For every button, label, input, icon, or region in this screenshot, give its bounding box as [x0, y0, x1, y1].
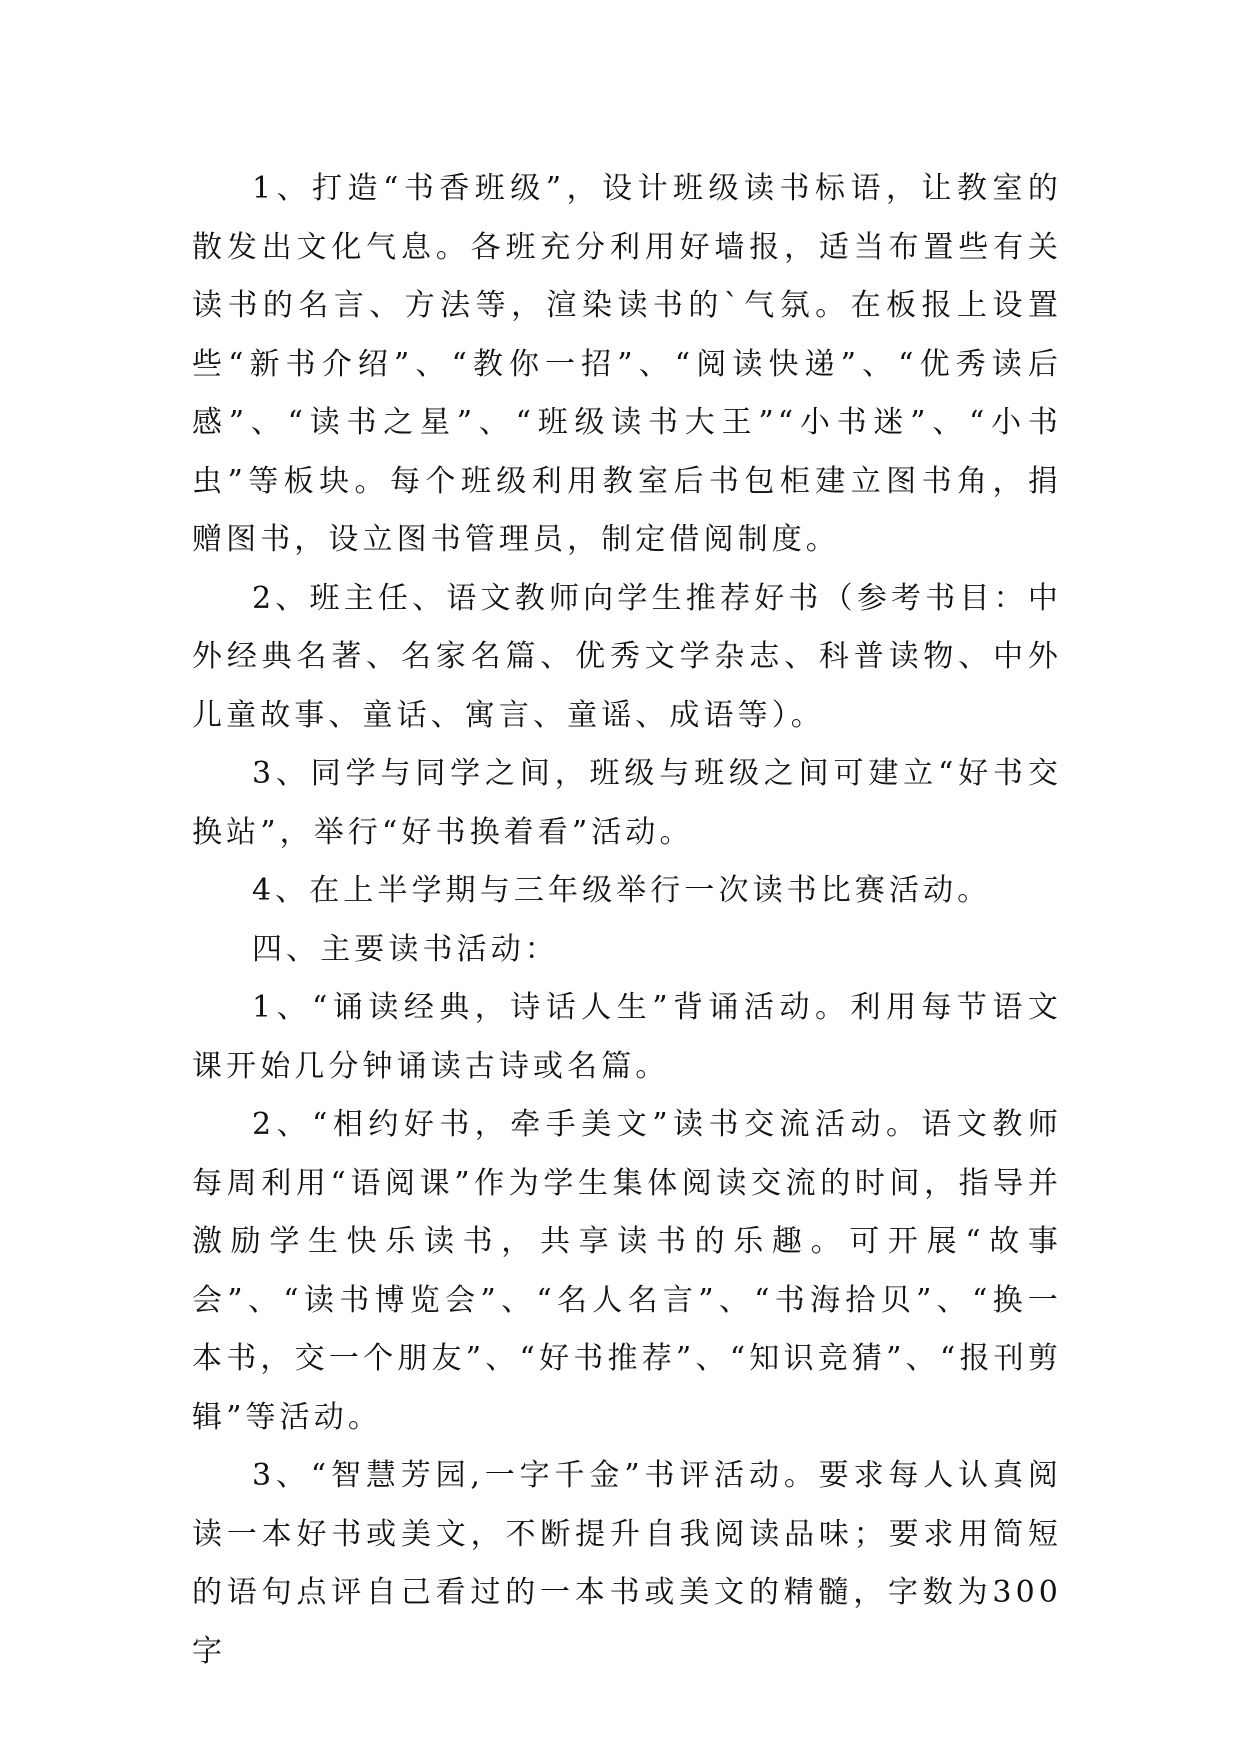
paragraph-book-exchange: 3、同学与同学之间，班级与班级之间可建立“好书交换站”，举行“好书换着看”活动。 — [192, 756, 1062, 850]
paragraph-reading-exchange-activity: 2、“相约好书，牵手美文”读书交流活动。语文教师每周利用“语阅课”作为学生集体阅读交流的时间，指导并激励学生快乐读书，共享读书的乐趣。可开展“故事会”、“读书博览会”、“名人名言”、“书海拾贝”、“换一本书，交一个朋友”、“好书推荐”、“知识竞猜”、“报刊剪辑”等活动。 — [192, 1107, 1062, 1435]
paragraph-recitation-activity: 1、“诵读经典，诗话人生”背诵活动。利用每节语文课开始几分钟诵读古诗或名篇。 — [192, 990, 1062, 1084]
paragraph-class-reading-environment: 1、打造“书香班级”，设计班级读书标语，让教室的散发出文化气息。各班充分利用好墙报，适当布置些有关读书的名言、方法等，渲染读书的`气氛。在板报上设置些“新书介绍”、“教你一招”、“阅读快递”、“优秀读后感”、“读书之星”、“班级读书大王”“小书迷”、“小书虫”等板块。每个班级利用教室后书包柜建立图书角，捐赠图书，设立图书管理员，制定借阅制度。 — [192, 171, 1062, 557]
paragraph-recommend-books: 2、班主任、语文教师向学生推荐好书（参考书目：中外经典名著、名家名篇、优秀文学杂志、科普读物、中外儿童故事、童话、寓言、童谣、成语等）。 — [192, 580, 1062, 733]
document-body — [192, 160, 1062, 1681]
paragraph-book-review-activity: 3、“智慧芳园,一字千金”书评活动。要求每人认真阅读一本好书或美文，不断提升自我阅读品味；要求用简短的语句点评自己看过的一本书或美文的精髓，字数为300字 — [192, 1458, 1062, 1669]
section-heading-main-activities: 四、主要读书活动： — [252, 931, 559, 967]
paragraph-reading-contest: 4、在上半学期与三年级举行一次读书比赛活动。 — [252, 873, 992, 908]
